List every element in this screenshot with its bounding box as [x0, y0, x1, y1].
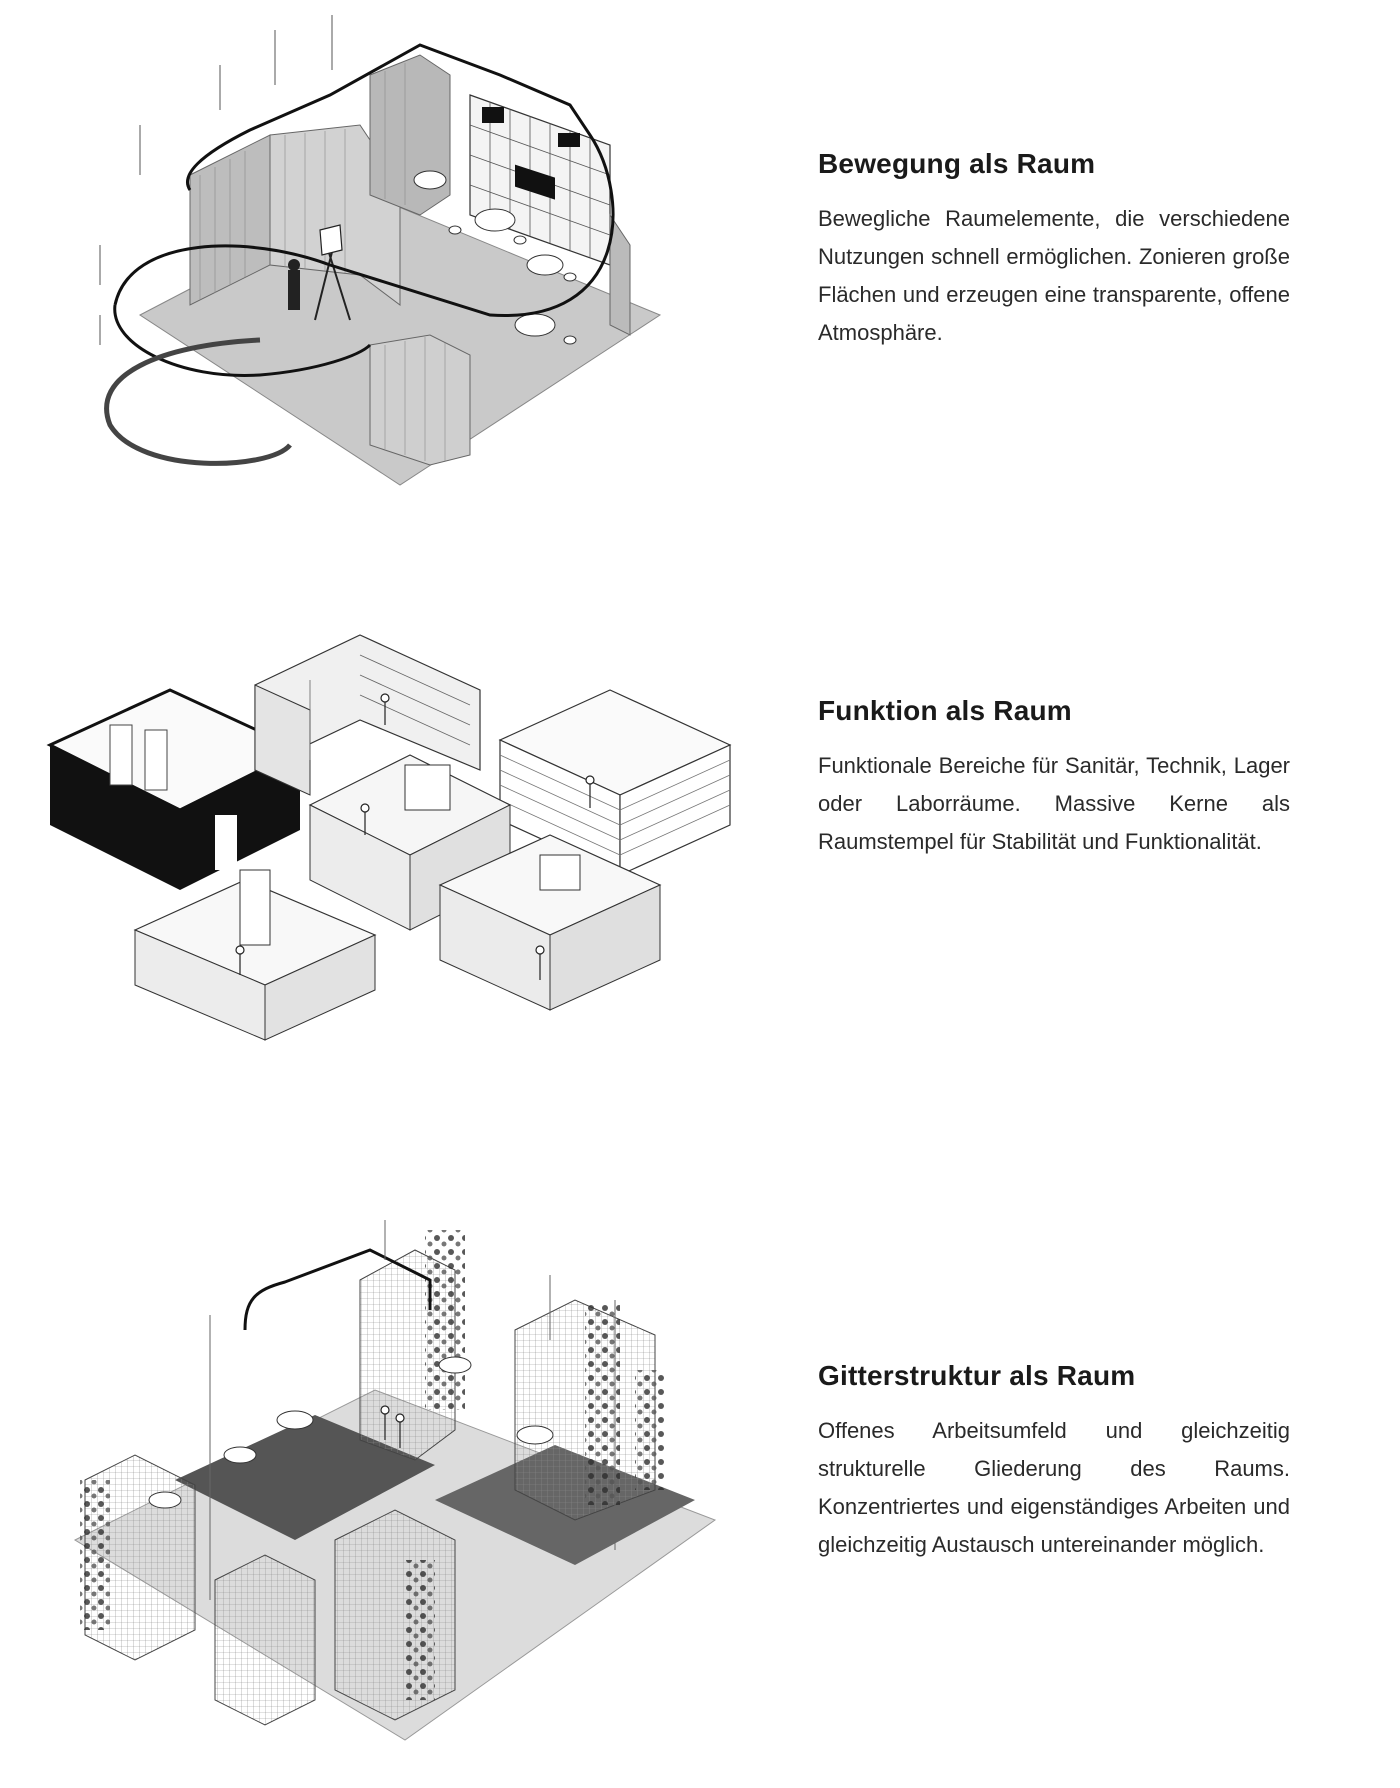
grid-structure-illustration [55, 1220, 765, 1775]
section-bewegung [0, 0, 1400, 580]
section-text [818, 148, 1290, 352]
section-description: Funktionale Bereiche für Sanitär, Technik, Lager oder Laborräume. Massive Kerne als Raumstempel für Stabilität und Funktionalität. [818, 753, 1290, 854]
section-text [818, 1360, 1290, 1564]
section-funktion [0, 610, 1400, 1190]
functional-cores-illustration [10, 630, 780, 1170]
section-text [818, 695, 1290, 861]
section-title: Bewegung als Raum [818, 148, 1096, 179]
curtain-space-illustration [70, 15, 730, 565]
section-title: Gitterstruktur als Raum [818, 1360, 1136, 1391]
section-title: Funktion als Raum [818, 695, 1072, 726]
section-description: Bewegliche Raumelemente, die verschiedene Nutzungen schnell ermöglichen. Zonieren große Flächen und erzeugen eine transparente, offene Atmosphäre. [818, 206, 1290, 345]
section-description: Offenes Arbeitsumfeld und gleichzeitig strukturelle Gliederung des Raums. Konzentriertes und eigenständiges Arbeiten und gleichzeitig Austausch untereinander möglich. [818, 1418, 1290, 1557]
section-gitterstruktur [0, 1210, 1400, 1788]
